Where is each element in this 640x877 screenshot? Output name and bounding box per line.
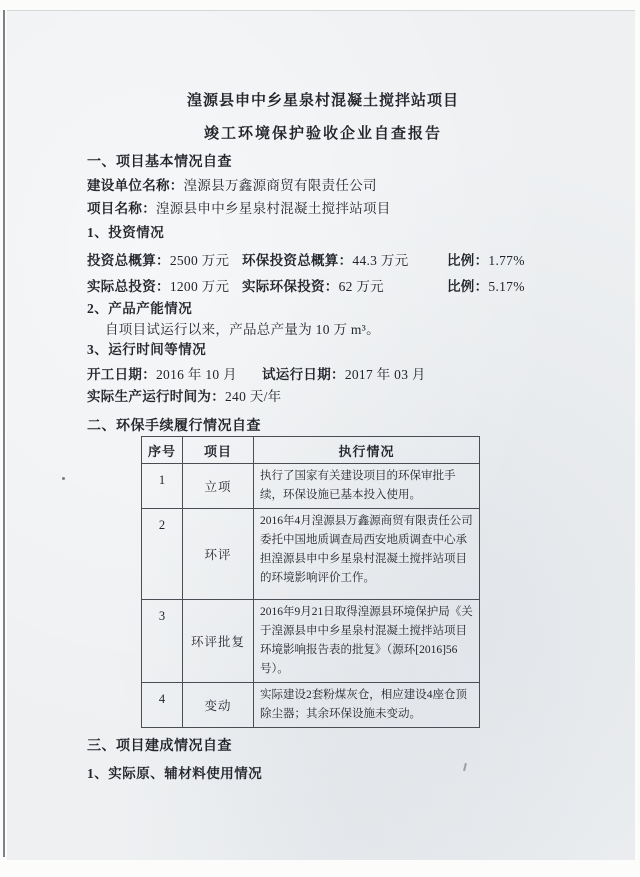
row-no: 2 — [142, 509, 183, 600]
actual-ratio-label: 比例： — [447, 279, 489, 294]
row-item: 环评批复 — [183, 600, 254, 683]
runtime-line — [87, 387, 559, 406]
row-detail: 2016年9月21日取得湟源县环境保护局《关于湟源县申中乡星泉村混凝土搅拌站项目环境影响报告表的批复》（源环[2016]56号）。 — [254, 600, 480, 683]
section-heading-procedures: 二、环保手续履行情况自查 — [87, 419, 261, 434]
section-heading-basic: 一、项目基本情况自查 — [87, 155, 232, 170]
row-item: 变动 — [183, 683, 254, 728]
materials-heading: 1、实际原、辅材料使用情况 — [87, 766, 263, 781]
construction-unit-value: 湟源县万鑫源商贸有限责任公司 — [183, 178, 377, 193]
investment-heading: 1、投资情况 — [87, 225, 165, 240]
trial-date-label: 试运行日期： — [262, 367, 345, 382]
document-page — [7, 10, 635, 860]
row-no: 3 — [142, 600, 183, 683]
runtime-value: 240 天/年 — [225, 389, 282, 404]
budget-ratio-label: 比例： — [447, 253, 489, 268]
row-no: 1 — [142, 464, 183, 509]
header-item: 项目 — [183, 437, 254, 464]
investment-budget-row — [87, 251, 559, 270]
env-budget-label: 环保投资总概算： — [242, 253, 353, 268]
total-budget-field — [87, 251, 242, 270]
scan-speckle — [62, 477, 65, 480]
investment-actual-row — [87, 277, 559, 296]
env-budget-value: 44.3 万元 — [352, 253, 409, 268]
env-budget-field — [242, 251, 447, 270]
table-row — [142, 509, 480, 600]
trial-date-field — [262, 365, 559, 384]
construction-unit-line — [87, 176, 559, 195]
capacity-text: 自项目试运行以来，产品总产量为 10 万 m³。 — [105, 322, 380, 337]
start-date-field — [87, 365, 262, 384]
start-date-label: 开工日期： — [87, 367, 156, 382]
table-row — [142, 464, 480, 509]
header-detail: 执行情况 — [254, 437, 480, 464]
project-name-value: 湟源县申中乡星泉村混凝土搅拌站项目 — [156, 201, 391, 216]
actual-total-field — [87, 277, 242, 296]
actual-env-value: 62 万元 — [338, 279, 384, 294]
scanner-edge-shadow — [3, 10, 5, 857]
row-detail: 执行了国家有关建设项目的环保审批手续，环保设施已基本投入使用。 — [254, 464, 480, 509]
row-detail: 2016年4月湟源县万鑫源商贸有限责任公司委托中国地质调查局西安地质调查中心承担湟源县申中乡星泉村混凝土搅拌站项目的环境影响评价工作。 — [254, 509, 480, 600]
operation-heading: 3、运行时间等情况 — [87, 342, 207, 357]
capacity-heading: 2、产品产能情况 — [87, 301, 193, 316]
header-no: 序号 — [142, 437, 183, 464]
procedures-table — [141, 436, 480, 728]
actual-total-label: 实际总投资： — [87, 279, 170, 294]
actual-total-value: 1200 万元 — [169, 279, 230, 294]
budget-ratio-value: 1.77% — [488, 253, 525, 268]
table-header-row — [142, 437, 480, 464]
total-budget-value: 2500 万元 — [169, 253, 230, 268]
total-budget-label: 投资总概算： — [87, 253, 170, 268]
table-row — [142, 683, 480, 728]
project-name-label: 项目名称： — [87, 201, 156, 216]
section-heading-completion: 三、项目建成情况自查 — [87, 739, 232, 754]
project-name-line — [87, 199, 559, 218]
budget-ratio-field — [447, 251, 559, 270]
row-item: 环评 — [183, 509, 254, 600]
actual-env-label: 实际环保投资： — [242, 279, 339, 294]
actual-env-field — [242, 277, 447, 296]
row-no: 4 — [142, 683, 183, 728]
construction-unit-label: 建设单位名称： — [87, 178, 184, 193]
actual-ratio-field — [447, 277, 559, 296]
trial-date-value: 2017 年 03 月 — [344, 367, 426, 382]
runtime-label: 实际生产运行时间为： — [87, 389, 225, 404]
actual-ratio-value: 5.17% — [488, 279, 525, 294]
row-detail: 实际建设2套粉煤灰仓，相应建设4座仓顶除尘器；其余环保设施未变动。 — [254, 683, 480, 728]
dates-row — [87, 365, 559, 384]
document-subtitle: 竣工环境保护验收企业自查报告 — [203, 126, 442, 142]
document-content — [87, 91, 559, 783]
document-title: 湟源县申中乡星泉村混凝土搅拌站项目 — [186, 93, 459, 109]
table-row — [142, 600, 480, 683]
row-item: 立项 — [183, 464, 254, 509]
start-date-value: 2016 年 10 月 — [156, 367, 237, 382]
